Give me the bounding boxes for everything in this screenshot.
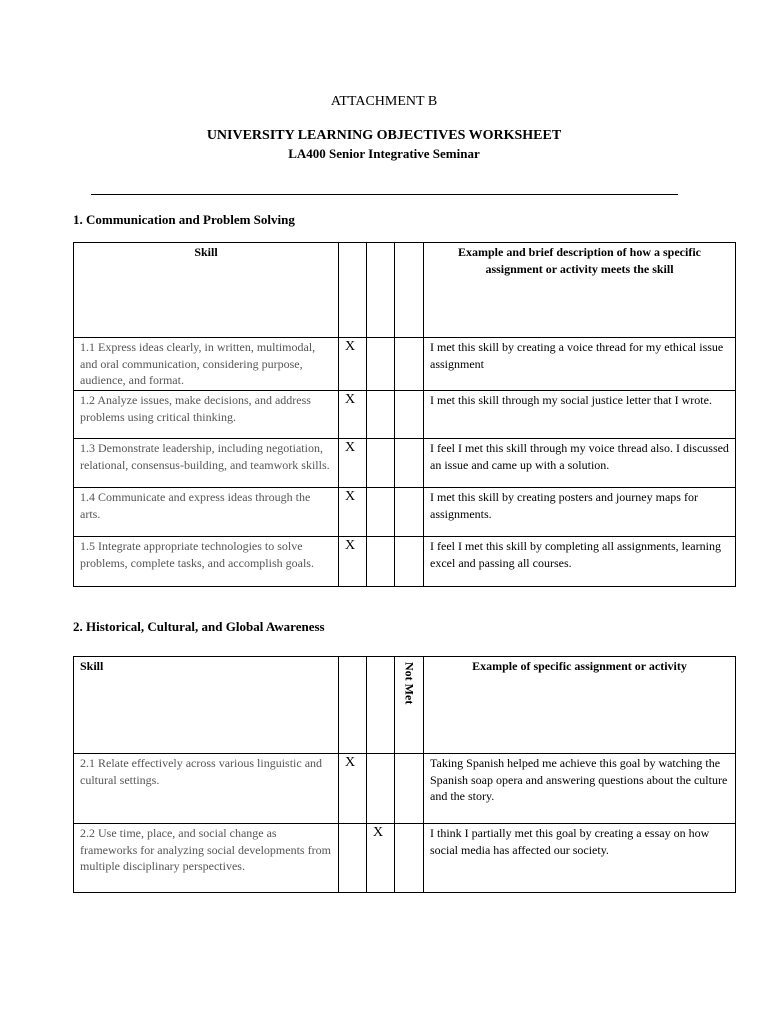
example-column-header: Example and brief description of how a specific assignment or activity meets the skill bbox=[424, 243, 736, 338]
rating-mark: X bbox=[339, 488, 367, 537]
rating-mark bbox=[395, 439, 424, 488]
example-cell: I feel I met this skill through my voice thread also. I discussed an issue and came up with a solution. bbox=[424, 439, 736, 488]
rating-column-header-1 bbox=[339, 657, 367, 754]
rating-mark bbox=[395, 391, 424, 439]
table-row bbox=[74, 338, 736, 391]
skill-cell: 1.2 Analyze issues, make decisions, and address problems using critical thinking. bbox=[74, 391, 339, 439]
section1-table bbox=[73, 242, 736, 587]
section2-table bbox=[73, 656, 736, 893]
rating-column-header-2 bbox=[367, 657, 395, 754]
rating-mark bbox=[367, 488, 395, 537]
rating-mark bbox=[367, 439, 395, 488]
table-row bbox=[74, 754, 736, 824]
worksheet-title: UNIVERSITY LEARNING OBJECTIVES WORKSHEET bbox=[206, 128, 562, 143]
rating-mark bbox=[395, 338, 424, 391]
skill-column-header: Skill bbox=[74, 657, 339, 754]
example-cell: I met this skill by creating a voice thread for my ethical issue assignment bbox=[424, 338, 736, 391]
rating-column-header-3 bbox=[395, 243, 424, 338]
rating-mark bbox=[395, 754, 424, 824]
skill-cell: 1.4 Communicate and express ideas through the arts. bbox=[74, 488, 339, 537]
not-met-label: Not Met bbox=[402, 662, 417, 705]
rating-mark bbox=[367, 754, 395, 824]
table-header-row bbox=[74, 657, 736, 754]
rating-mark: X bbox=[339, 537, 367, 587]
skill-cell: 1.5 Integrate appropriate technologies to solve problems, complete tasks, and accomplish goals. bbox=[74, 537, 339, 587]
skill-cell: 2.1 Relate effectively across various linguistic and cultural settings. bbox=[74, 754, 339, 824]
table-header-row bbox=[74, 243, 736, 338]
example-cell: I met this skill by creating posters and journey maps for assignments. bbox=[424, 488, 736, 537]
example-cell: I met this skill through my social justice letter that I wrote. bbox=[424, 391, 736, 439]
example-cell: I think I partially met this goal by creating a essay on how social media has affected our society. bbox=[424, 824, 736, 893]
attachment-label: ATTACHMENT B bbox=[330, 94, 438, 109]
rating-mark: X bbox=[339, 338, 367, 391]
rating-mark bbox=[395, 488, 424, 537]
rating-column-header-2 bbox=[367, 243, 395, 338]
table-row bbox=[74, 391, 736, 439]
skill-cell: 2.2 Use time, place, and social change as frameworks for analyzing social developments from multiple disciplinary perspectives. bbox=[74, 824, 339, 893]
rating-mark bbox=[367, 391, 395, 439]
section1-heading: 1. Communication and Problem Solving bbox=[73, 212, 295, 227]
rating-mark bbox=[395, 824, 424, 893]
rating-mark: X bbox=[339, 754, 367, 824]
rating-mark bbox=[395, 537, 424, 587]
example-column-header: Example of specific assignment or activity bbox=[424, 657, 736, 754]
rating-mark bbox=[339, 824, 367, 893]
example-cell: Taking Spanish helped me achieve this goal by watching the Spanish soap opera and answering questions about the culture and the story. bbox=[424, 754, 736, 824]
rating-mark: X bbox=[339, 391, 367, 439]
rating-mark: X bbox=[339, 439, 367, 488]
rating-mark: X bbox=[367, 824, 395, 893]
table-row bbox=[74, 537, 736, 587]
skill-cell: 1.3 Demonstrate leadership, including negotiation, relational, consensus-building, and teamwork skills. bbox=[74, 439, 339, 488]
skill-cell: 1.1 Express ideas clearly, in written, multimodal, and oral communication, considering purpose, audience, and format. bbox=[74, 338, 339, 391]
skill-column-header: Skill bbox=[74, 243, 339, 338]
not-met-column-header bbox=[395, 657, 424, 754]
divider-line bbox=[91, 194, 678, 195]
rating-mark bbox=[367, 537, 395, 587]
course-title: LA400 Senior Integrative Seminar bbox=[288, 146, 480, 161]
rating-column-header-1 bbox=[339, 243, 367, 338]
example-cell: I feel I met this skill by completing all assignments, learning excel and passing all courses. bbox=[424, 537, 736, 587]
section2-heading: 2. Historical, Cultural, and Global Awareness bbox=[73, 619, 325, 634]
table-row bbox=[74, 439, 736, 488]
table-row bbox=[74, 488, 736, 537]
table-row bbox=[74, 824, 736, 893]
rating-mark bbox=[367, 338, 395, 391]
